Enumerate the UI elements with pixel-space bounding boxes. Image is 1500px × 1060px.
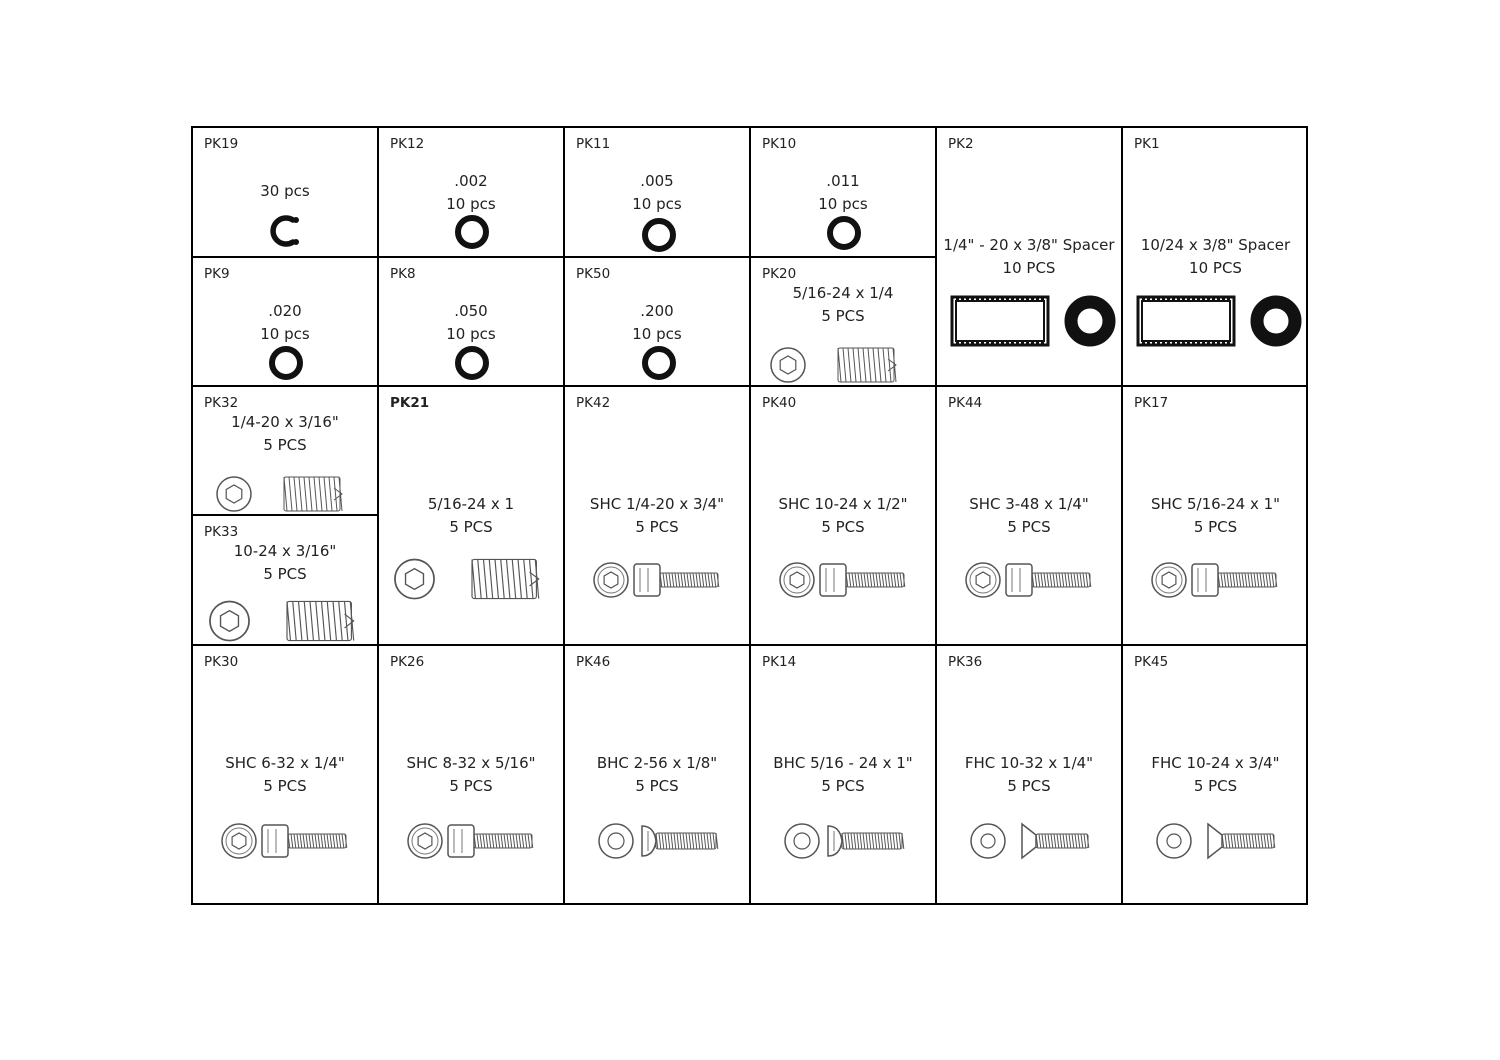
part-cell-pk33 (193, 516, 379, 646)
part-cell-pk19 (193, 128, 379, 258)
part-quantity: 5 PCS (263, 436, 307, 454)
part-code: PK12 (390, 136, 425, 152)
set-screw-icon (284, 494, 285, 495)
part-spec: SHC 6-32 x 1/4" (225, 754, 345, 772)
part-code: PK26 (390, 654, 425, 670)
part-spec: .002 (454, 172, 488, 190)
part-description (565, 752, 749, 798)
part-cell-pk20 (751, 258, 937, 387)
part-cell-pk1 (1123, 128, 1308, 387)
part-cell-pk17 (1123, 387, 1308, 646)
part-description (1123, 493, 1308, 539)
part-code: PK50 (576, 266, 611, 282)
part-spec: 1/4-20 x 3/16" (231, 413, 339, 431)
part-code: PK11 (576, 136, 611, 152)
part-quantity: 10 PCS (1189, 259, 1242, 277)
part-description (193, 411, 377, 457)
part-spec: 1/4" - 20 x 3/8" Spacer (943, 236, 1115, 254)
part-cell-pk9 (193, 258, 379, 387)
part-quantity: 5 PCS (635, 777, 679, 795)
flat-head-cap-screw-icon (1030, 841, 1031, 842)
part-code: PK45 (1134, 654, 1169, 670)
part-spec: 10/24 x 3/8" Spacer (1140, 236, 1291, 254)
part-code: PK17 (1134, 395, 1169, 411)
part-quantity: 10 pcs (632, 195, 682, 213)
part-description (193, 300, 377, 346)
socket-head-cap-screw-icon (1216, 580, 1217, 581)
part-spec: .011 (826, 172, 860, 190)
part-quantity: 5 PCS (263, 565, 307, 583)
part-description (937, 752, 1121, 798)
part-description (1123, 234, 1308, 280)
part-spec: 30 pcs (260, 182, 310, 200)
part-spec: SHC 3-48 x 1/4" (969, 495, 1089, 513)
part-spec: .020 (268, 302, 302, 320)
part-quantity: 10 pcs (446, 195, 496, 213)
parts-grid (191, 126, 1308, 905)
part-quantity: 5 PCS (821, 307, 865, 325)
part-cell-pk12 (379, 128, 565, 258)
part-spec: 10-24 x 3/16" (233, 542, 337, 560)
part-quantity: 5 PCS (1193, 518, 1238, 536)
part-cell-pk8 (379, 258, 565, 387)
part-description (565, 493, 749, 539)
flat-head-cap-screw-icon (1216, 841, 1217, 842)
part-spec: FHC 10-24 x 3/4" (1151, 754, 1280, 772)
part-spec: .050 (454, 302, 488, 320)
shim-washer-icon (844, 233, 845, 234)
socket-head-cap-screw-icon (658, 580, 659, 581)
shim-washer-icon (286, 363, 287, 364)
part-code: PK42 (576, 395, 611, 411)
part-quantity: 5 PCS (263, 777, 307, 795)
part-spec: FHC 10-32 x 1/4" (964, 754, 1094, 772)
part-description (937, 234, 1121, 280)
part-cell-pk42 (565, 387, 751, 646)
part-code: PK19 (204, 136, 239, 152)
part-cell-pk32 (193, 387, 379, 516)
shim-washer-icon (659, 235, 660, 236)
part-cell-pk11 (565, 128, 751, 258)
part-spec: SHC 10-24 x 1/2" (778, 495, 908, 513)
part-description (751, 170, 935, 216)
part-cell-pk21 (379, 387, 565, 646)
part-quantity: 5 PCS (1007, 518, 1051, 536)
part-spec: SHC 8-32 x 5/16" (406, 754, 536, 772)
part-description (565, 170, 749, 216)
part-spec: SHC 5/16-24 x 1" (1150, 495, 1281, 513)
part-code: PK46 (576, 654, 611, 670)
part-cell-pk40 (751, 387, 937, 646)
set-screw-icon (472, 579, 473, 580)
spacer-icon (1030, 321, 1031, 322)
part-description (751, 752, 935, 798)
part-cell-pk30 (193, 646, 379, 905)
part-spec: 5/16-24 x 1/4 (792, 284, 894, 302)
part-code: PK21 (390, 395, 430, 411)
part-description (565, 300, 749, 346)
set-screw-icon (287, 621, 288, 622)
part-quantity: 5 PCS (1193, 777, 1238, 795)
part-code: PK44 (948, 395, 983, 411)
part-spec: 5/16-24 x 1 (427, 495, 515, 513)
part-description (379, 493, 563, 539)
part-quantity: 5 PCS (821, 518, 865, 536)
socket-head-cap-screw-icon (472, 841, 473, 842)
part-quantity: 10 PCS (1002, 259, 1056, 277)
shim-washer-icon (472, 363, 473, 364)
part-quantity: 5 PCS (821, 777, 865, 795)
part-spec: SHC 1/4-20 x 3/4" (589, 495, 725, 513)
part-code: PK2 (948, 136, 974, 152)
part-description (1123, 752, 1308, 798)
spacer-icon (1216, 321, 1217, 322)
part-quantity: 10 pcs (818, 195, 868, 213)
e-clip-icon (286, 231, 287, 232)
button-head-cap-screw-icon (658, 841, 659, 842)
part-code: PK10 (762, 136, 797, 152)
part-description (379, 170, 563, 216)
part-quantity: 5 PCS (635, 518, 679, 536)
part-cell-pk14 (751, 646, 937, 905)
part-cell-pk2 (937, 128, 1123, 387)
part-description (193, 540, 377, 586)
shim-washer-icon (659, 363, 660, 364)
part-description (751, 282, 935, 328)
part-quantity: 10 pcs (446, 325, 496, 343)
part-code: PK33 (204, 524, 239, 540)
part-quantity: 5 PCS (449, 518, 493, 536)
part-code: PK40 (762, 395, 797, 411)
part-cell-pk44 (937, 387, 1123, 646)
part-code: PK14 (762, 654, 797, 670)
part-description (193, 180, 377, 203)
part-quantity: 10 pcs (260, 325, 310, 343)
part-spec: .200 (640, 302, 674, 320)
shim-washer-icon (472, 232, 473, 233)
part-description (751, 493, 935, 539)
part-code: PK20 (762, 266, 797, 282)
part-cell-pk45 (1123, 646, 1308, 905)
part-description (193, 752, 377, 798)
part-spec: BHC 2-56 x 1/8" (596, 754, 718, 772)
button-head-cap-screw-icon (844, 841, 845, 842)
part-code: PK36 (948, 654, 983, 670)
part-code: PK32 (204, 395, 239, 411)
part-cell-pk46 (565, 646, 751, 905)
socket-head-cap-screw-icon (844, 580, 845, 581)
socket-head-cap-screw-icon (1030, 580, 1031, 581)
part-code: PK1 (1134, 136, 1160, 152)
part-spec: .005 (640, 172, 674, 190)
part-spec: BHC 5/16 - 24 x 1" (773, 754, 913, 772)
part-cell-pk50 (565, 258, 751, 387)
part-cell-pk10 (751, 128, 937, 258)
part-description (937, 493, 1121, 539)
part-code: PK30 (204, 654, 239, 670)
part-cell-pk36 (937, 646, 1123, 905)
part-code: PK8 (390, 266, 416, 282)
part-quantity: 10 pcs (632, 325, 682, 343)
part-code: PK9 (204, 266, 230, 282)
part-cell-pk26 (379, 646, 565, 905)
socket-head-cap-screw-icon (286, 841, 287, 842)
part-description (379, 752, 563, 798)
part-description (379, 300, 563, 346)
part-quantity: 5 PCS (1007, 777, 1051, 795)
set-screw-icon (838, 365, 839, 366)
part-quantity: 5 PCS (449, 777, 493, 795)
